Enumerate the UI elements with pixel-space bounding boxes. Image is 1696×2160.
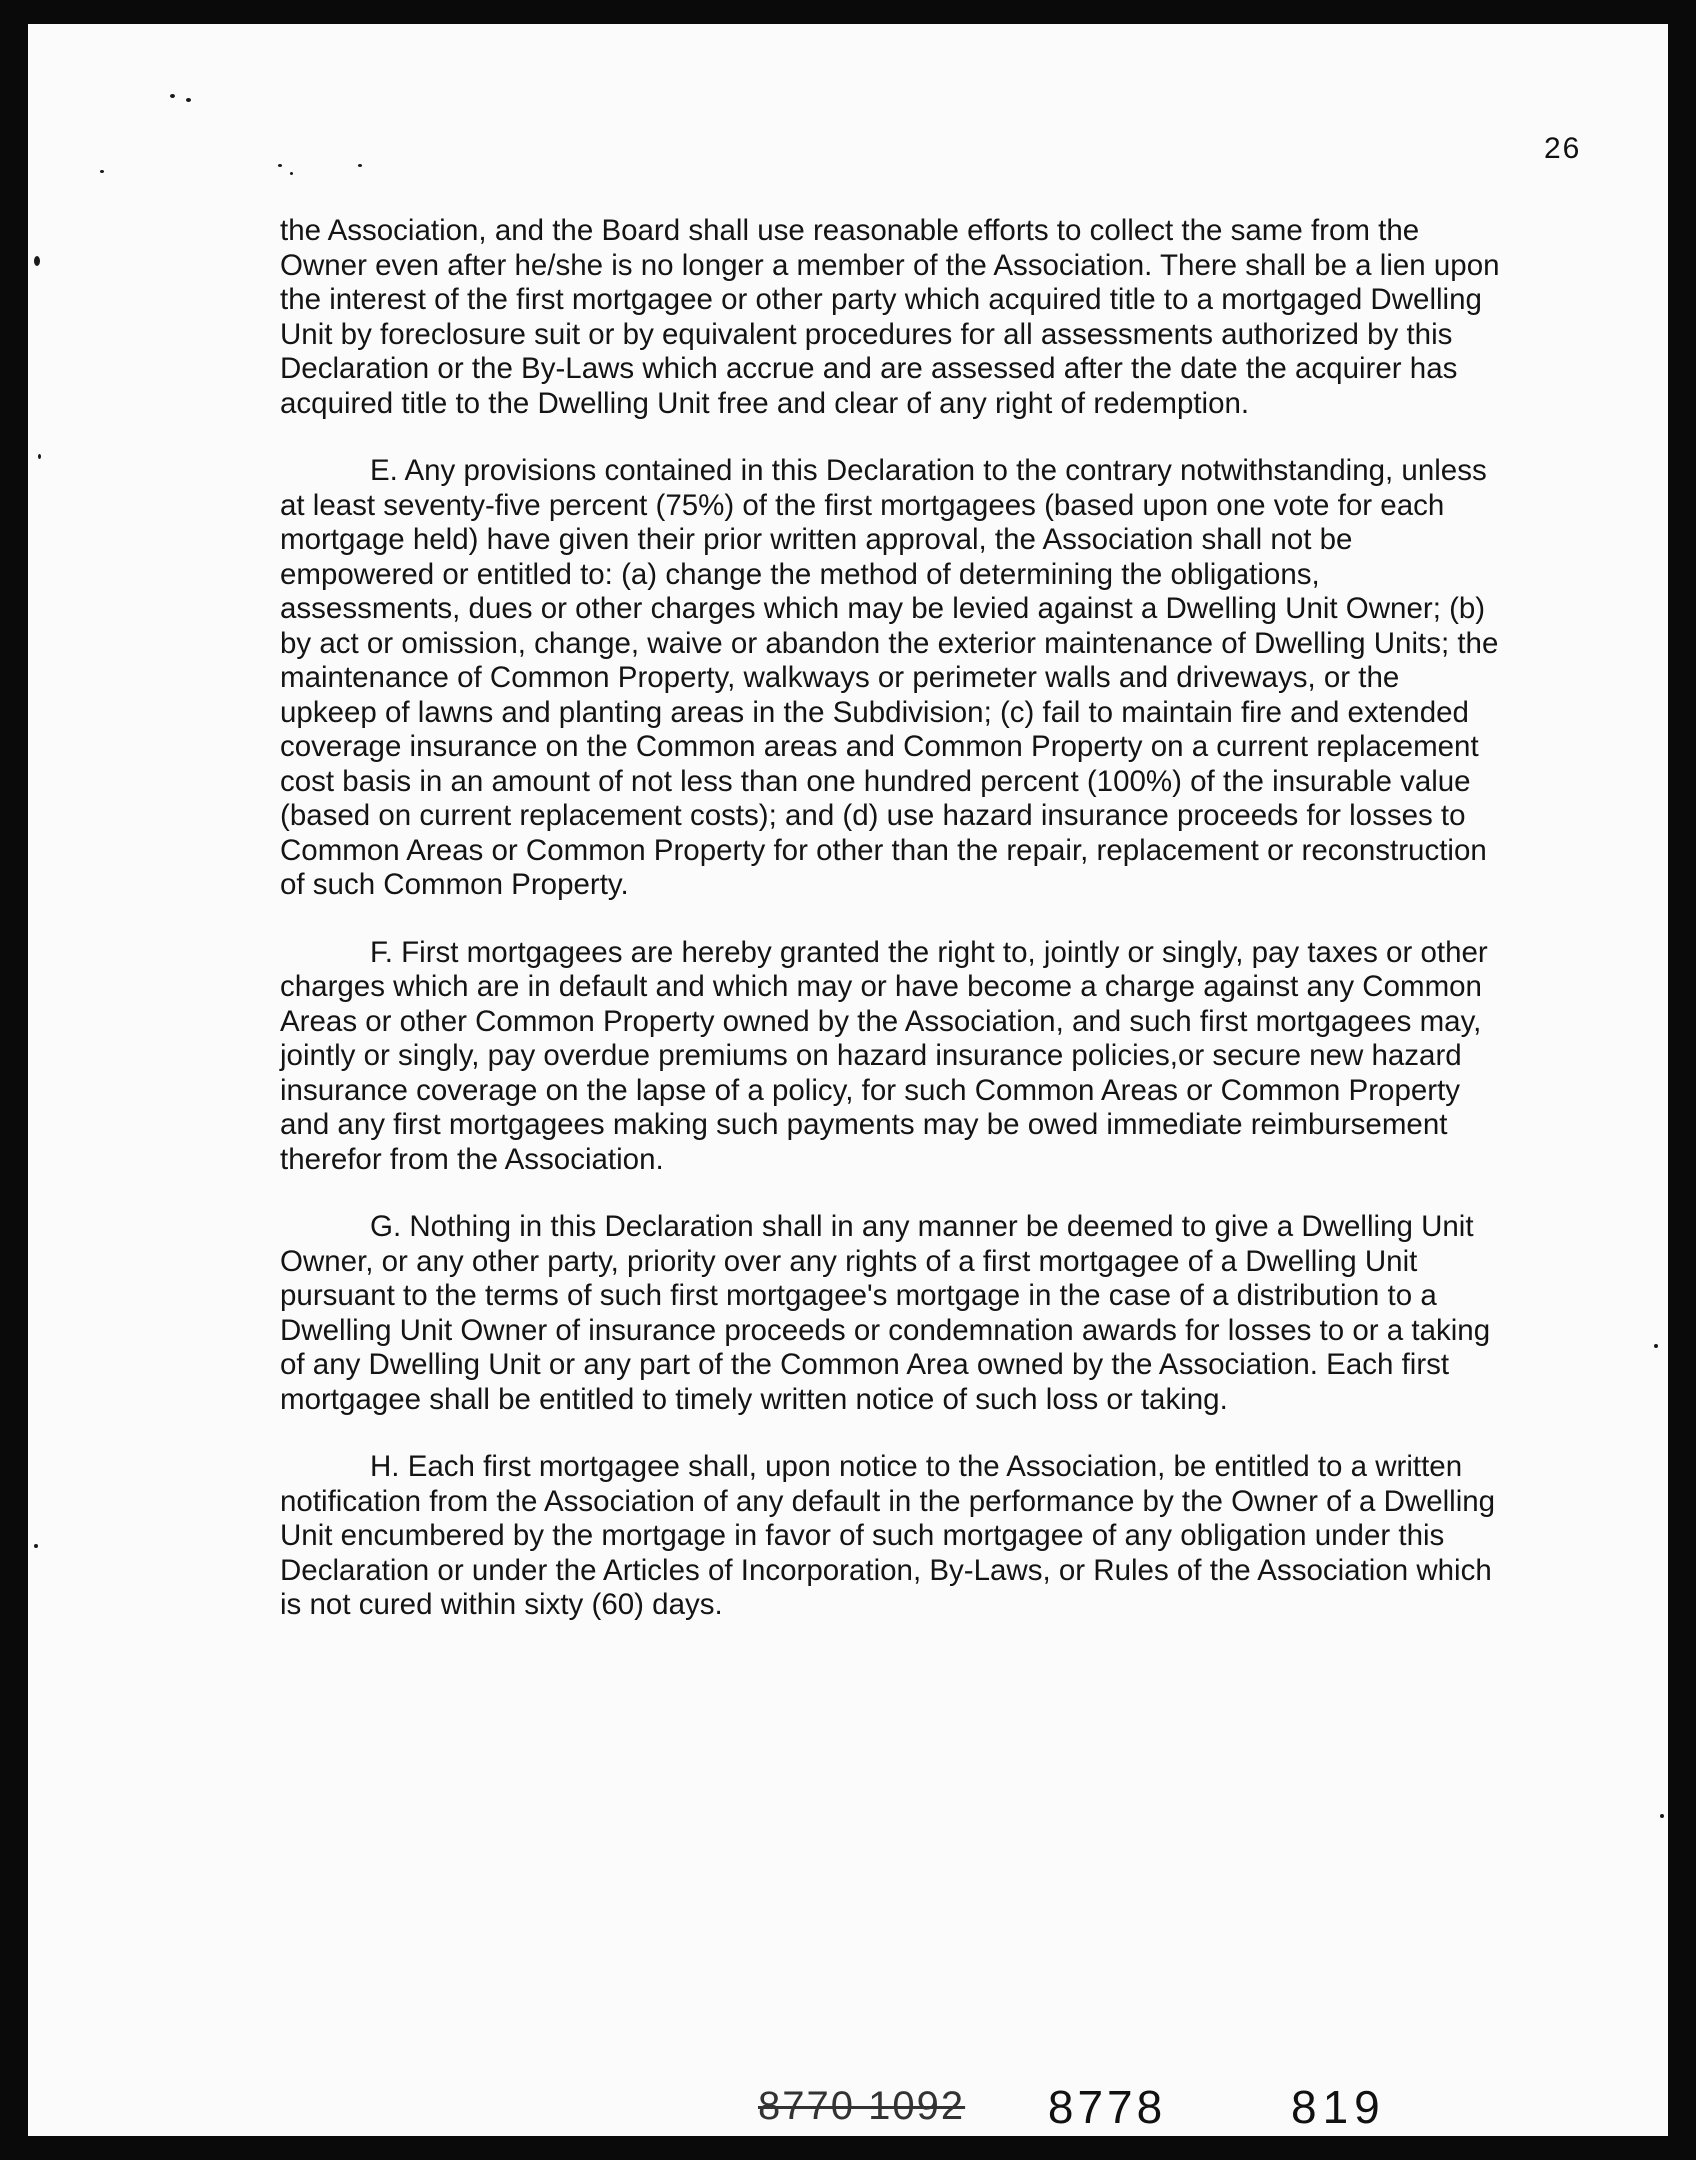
scan-speck: [100, 170, 104, 173]
struck-number: 8770 1092: [758, 2084, 966, 2129]
paragraph-continuation: the Association, and the Board shall use reasonable efforts to collect the same from the Owner even after he/she is no longer a member of the Association. There shall be a lien upon the interest of the first mortgagee or other party which acquired title to a mortgaged Dwelling Unit by foreclosure suit or by equivalent procedures for all assessments authorized by this Declaration or the By-Laws which accrue and are assessed after the date the acquirer has acquired title to the Dwelling Unit free and clear of any right of redemption.: [280, 214, 1500, 420]
footer: [758, 2076, 1386, 2134]
scan-speck: [186, 98, 191, 102]
scan-speck: [290, 172, 293, 175]
paragraph-h: H. Each first mortgagee shall, upon notice to the Association, be entitled to a written notification from the Association of any default in the performance by the Owner of a Dwelling Unit encumbered by the mortgage in favor of such mortgagee of any obligation under this Declaration or under the Articles of Incorporation, By-Laws, or Rules of the Association which is not cured within sixty (60) days.: [280, 1450, 1496, 1621]
scan-speck: [34, 1544, 38, 1548]
document-number: 8778: [1047, 2080, 1167, 2133]
document-page: [28, 24, 1668, 2136]
scan-speck: [358, 164, 362, 167]
scan-speck: [38, 454, 41, 459]
page-code: 819: [1291, 2080, 1386, 2133]
page-number: 26: [1544, 132, 1582, 165]
scan-speck: [34, 256, 40, 266]
paragraph-g: G. Nothing in this Declaration shall in any manner be deemed to give a Dwelling Unit Owner, or any other party, priority over any rights of a first mortgagee of a Dwelling Unit pursuant to the terms of such first mortgagee's mortgage in the case of a distribution to a Dwelling Unit Owner of insurance proceeds or condemnation awards for losses to or a taking of any Dwelling Unit or any part of the Common Area owned by the Association. Each first mortgagee shall be entitled to timely written notice of such loss or taking.: [280, 1210, 1491, 1416]
scan-speck: [278, 164, 282, 167]
paragraph-f: F. First mortgagees are hereby granted the right to, jointly or singly, pay taxes or other charges which are in default and which may or have become a charge against any Common Areas or other Common Property owned by the Association, and such first mortgagees may, jointly or singly, pay overdue premiums on hazard insurance policies,or secure new hazard insurance coverage on the lapse of a policy, for such Common Areas or Common Property and any first mortgagees making such payments may be owed immediate reimbursement therefor from the Association.: [280, 935, 1488, 1176]
document-body: [280, 214, 1500, 1656]
paragraph-e: E. Any provisions contained in this Declaration to the contrary notwithstanding, unless at least seventy-five percent (75%) of the first mortgagees (based upon one vote for each mortgage held) have given their prior written approval, the Association shall not be empowered or entitled to: (a) change the method of determining the obligations, assessments, dues or other charges which may be levied against a Dwelling Unit Owner; (b) by act or omission, change, waive or abandon the exterior maintenance of Dwelling Units; the maintenance of Common Property, walkways or perimeter walls and driveways, or the upkeep of lawns and planting areas in the Subdivision; (c) fail to maintain fire and extended coverage insurance on the Common areas and Common Property on a current replacement cost basis in an amount of not less than one hundred percent (100%) of the insurable value (based on current replacement costs); and (d) use hazard insurance proceeds for losses to Common Areas or Common Property for other than the repair, replacement or reconstruction of such Common Property.: [280, 454, 1499, 901]
scan-speck: [1660, 1814, 1664, 1818]
scan-speck: [170, 94, 175, 98]
scan-speck: [1654, 1344, 1658, 1348]
